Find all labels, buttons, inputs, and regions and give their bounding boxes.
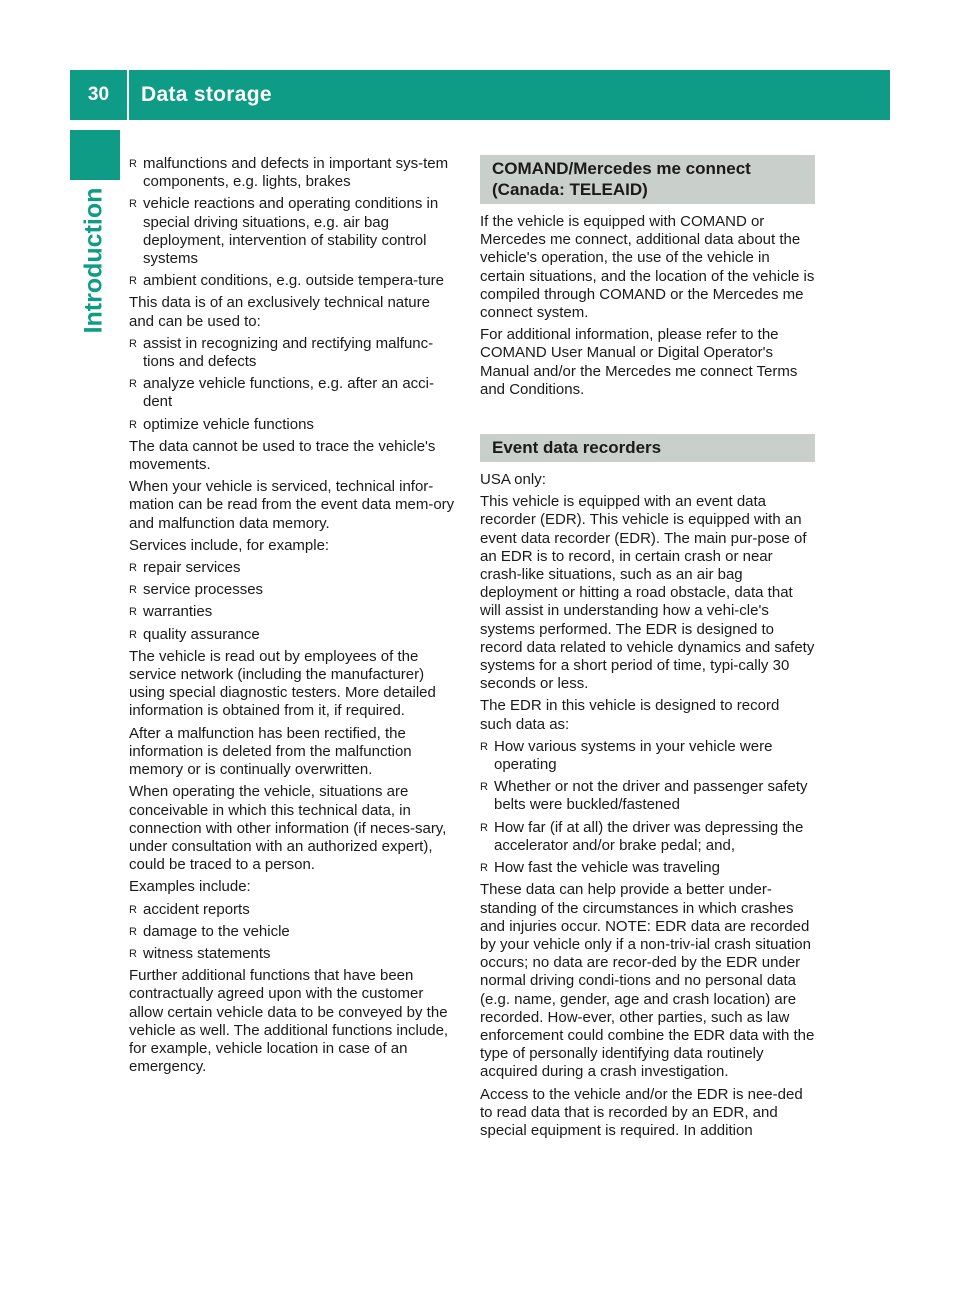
list-item: [129, 901, 459, 919]
bullet-list: [129, 155, 459, 290]
list-item-text: warranties: [143, 603, 213, 621]
list-item-text: witness statements: [143, 944, 271, 962]
paragraph: Services include, for example:: [129, 536, 330, 554]
bullet-marker: R: [480, 821, 488, 834]
bullet-list: [129, 559, 459, 644]
list-item-text: service processes: [143, 581, 264, 599]
header-divider: [127, 70, 129, 120]
list-item-text: ambient conditions, e.g. outside tempera-ture: [143, 272, 445, 290]
paragraph: USA only:: [480, 471, 546, 489]
list-item: [129, 581, 459, 599]
paragraph: The EDR in this vehicle is designed to record such data as:: [480, 697, 780, 733]
list-item: [129, 945, 459, 963]
list-item-text: How far (if at all) the driver was depressing the accelerator and/or brake pedal; and,: [494, 818, 804, 854]
list-item-text: analyze vehicle functions, e.g. after an acci-dent: [143, 375, 434, 411]
paragraph: After a malfunction has been rectified, the information is deleted from the malfunction memory or is continually overwritten.: [129, 724, 412, 779]
paragraph: Further additional functions that have been contractually agreed upon with the customer allow certain vehicle data to be conveyed by the vehicle as well. The additional functions include, for example, vehicle location in case of an emergency.: [129, 967, 449, 1076]
section-label: [74, 187, 114, 333]
paragraph: This data is of an exclusively technical nature and can be used to:: [129, 294, 430, 330]
page-title: Data storage: [141, 83, 272, 106]
paragraph: When your vehicle is serviced, technical infor-mation can be read from the event data mem-ory and malfunction data memory.: [129, 478, 455, 532]
bullet-marker: R: [129, 925, 137, 938]
bullet-marker: R: [480, 862, 488, 875]
bullet-marker: R: [129, 606, 137, 619]
list-item: [129, 559, 459, 577]
list-item-text: malfunctions and defects in important sys-tem components, e.g. lights, brakes: [143, 155, 449, 191]
bullet-marker: R: [129, 947, 137, 960]
list-item-text: assist in recognizing and rectifying malfunc-tions and defects: [143, 334, 434, 371]
bullet-marker: R: [480, 740, 488, 753]
section-heading: Event data recorders: [480, 434, 815, 462]
list-item: [129, 335, 459, 371]
paragraph: This vehicle is equipped with an event data recorder (EDR). This vehicle is equipped with an event data recorder (EDR). The main pur-pose of an EDR is to record, in certain crash or near crash-like situations, such as an air bag deployment or hitting a road obstacle, data that will assist in understanding how a vehi-cle's systems performed. The EDR is designed to record data related to vehicle dynamics and safety systems for a short period of time, typi-cally 30 seconds or less.: [480, 493, 815, 693]
bullet-list: [480, 738, 815, 877]
bullet-marker: R: [129, 418, 137, 431]
list-item-text: optimize vehicle functions: [143, 415, 314, 433]
bullet-marker: R: [129, 198, 137, 211]
paragraph: The vehicle is read out by employees of the service network (including the manufacturer) using special diagnostic testers. More detailed information is obtained from it, if required.: [129, 647, 436, 720]
section-label-text: Introduction: [79, 187, 108, 333]
list-item: [129, 195, 459, 268]
bullet-list: [129, 901, 459, 964]
paragraph: Examples include:: [129, 878, 251, 896]
paragraph: Access to the vehicle and/or the EDR is nee-ded to read data that is recorded by an EDR, and special equipment is required. In addition: [480, 1085, 803, 1139]
list-item: [129, 375, 459, 411]
list-item: [129, 603, 459, 621]
list-item: [129, 626, 459, 644]
list-item-text: repair services: [143, 559, 241, 577]
bullet-marker: R: [129, 584, 137, 597]
bullet-marker: R: [129, 337, 137, 350]
list-item: [480, 778, 815, 814]
bullet-marker: R: [129, 628, 137, 641]
list-item-text: damage to the vehicle: [143, 922, 290, 940]
bullet-marker: R: [129, 378, 137, 391]
list-item-text: How fast the vehicle was traveling: [494, 859, 720, 877]
bullet-list: [129, 335, 459, 434]
list-item-text: vehicle reactions and operating conditions in special driving situations, e.g. air bag deployment, intervention of stability control systems: [143, 195, 439, 268]
right-column: [480, 155, 815, 1144]
paragraph: When operating the vehicle, situations are conceivable in which this technical data, in connection with other information (if neces-sary, under consultation with an authorized expert), could be traced to a person.: [129, 783, 447, 874]
bullet-marker: R: [129, 158, 137, 170]
bullet-marker: R: [480, 781, 488, 794]
list-item-text: quality assurance: [143, 625, 260, 643]
bullet-marker: R: [129, 903, 137, 916]
list-item: [129, 155, 459, 191]
bullet-marker: R: [129, 562, 137, 575]
left-column: [129, 155, 459, 1080]
list-item: [480, 859, 815, 877]
list-item: [129, 272, 459, 290]
list-item-text: accident reports: [143, 900, 250, 918]
list-item: [129, 416, 459, 434]
bullet-marker: R: [129, 275, 137, 288]
list-item: [480, 819, 815, 855]
paragraph: The data cannot be used to trace the vehicle's movements.: [129, 437, 436, 474]
paragraph: These data can help provide a better under-standing of the circumstances in which crashes and injuries occur. NOTE: EDR data are recorded by your vehicle only if a non-triv-ial crash situation occurs; no data are recor-ded by the EDR under normal driving condi-tions and no personal data (e.g. name, gender, age and crash location) are recorded. How-ever, other parties, such as law enforcement could combine the EDR data with the type of personally identifying data routinely acquired during a crash investigation.: [480, 881, 815, 1081]
section-tab-marker: [70, 130, 120, 180]
list-item-text: How various systems in your vehicle were operating: [494, 737, 773, 774]
section-heading: COMAND/Mercedes me connect (Canada: TELEAID): [480, 155, 815, 204]
list-item: [129, 923, 459, 941]
page-number: 30: [87, 84, 110, 105]
paragraph: For additional information, please refer to the COMAND User Manual or Digital Operator's Manual and/or the Mercedes me connect Terms and Conditions.: [480, 326, 798, 398]
section-spacer: [480, 403, 815, 434]
paragraph: If the vehicle is equipped with COMAND or Mercedes me connect, additional data about the vehicle's operation, the use of the vehicle in certain situations, and the location of the vehicle is compiled through COMAND or the Mercedes me connect system.: [480, 213, 815, 322]
list-item-text: Whether or not the driver and passenger safety belts were buckled/fastened: [494, 778, 808, 814]
list-item: [480, 738, 815, 774]
